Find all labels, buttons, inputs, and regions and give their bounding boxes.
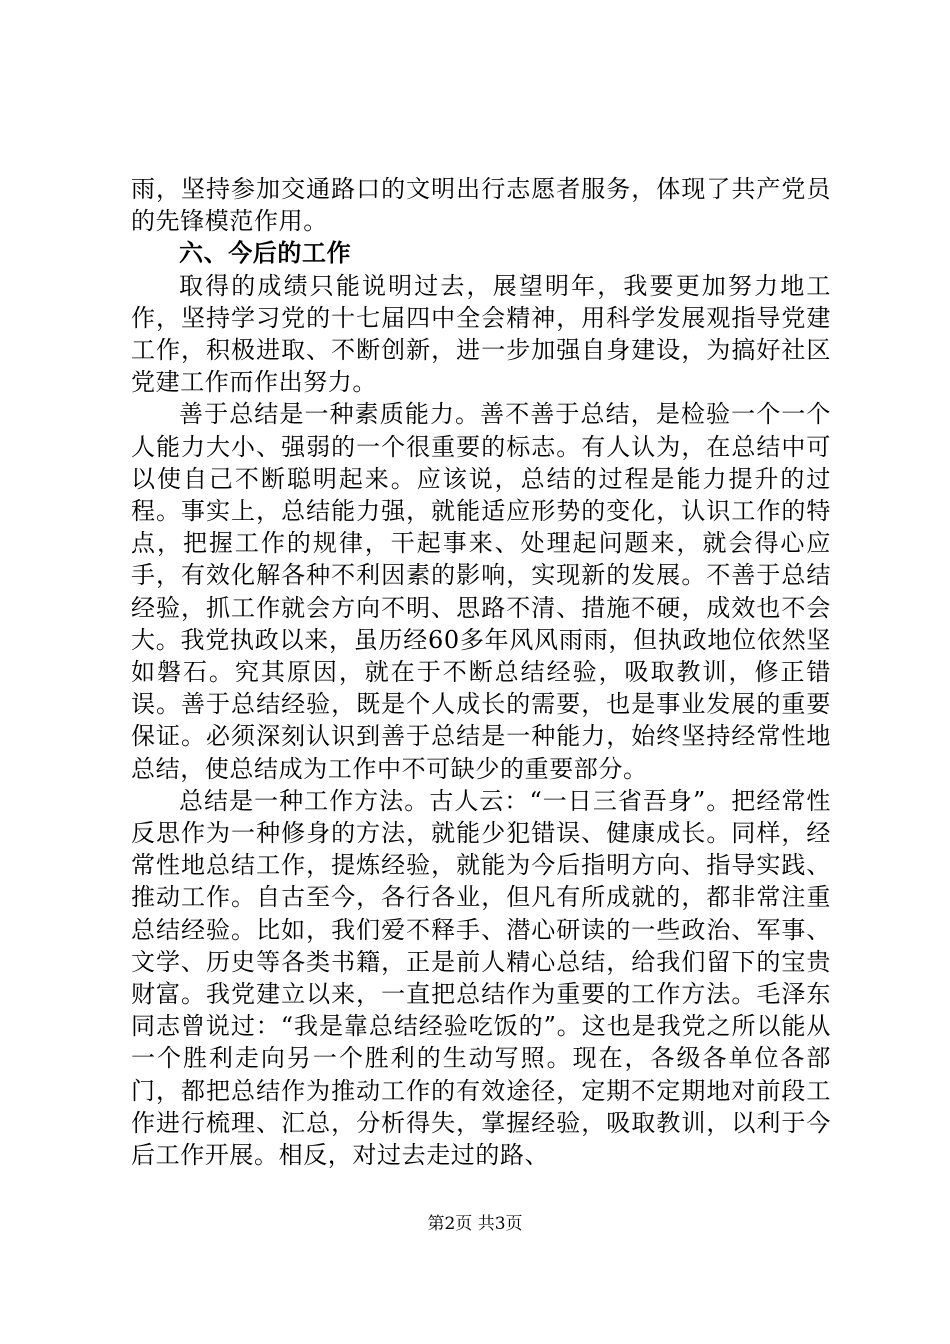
paragraph-continuation: 雨，坚持参加交通路口的文明出行志愿者服务，体现了共产党员的先锋模范作用。 bbox=[131, 175, 831, 236]
paragraph-summary-ability: 善于总结是一种素质能力。善不善于总结，是检验一个一个人能力大小、强弱的一个很重要的标志。有人认为，在总结中可以使自己不断聪明起来。应该说，总结的过程是能力提升的过程。事实上，总结能力强，就能适应形势的变化，认识工作的特点，把握工作的规律，干起事来、处理起问题来，就会得心应手，有效化解各种不利因素的影响，实现新的发展。不善于总结经验，抓工作就会方向不明、思路不清、措施不硬，成效也不会大。我党执政以来，虽历经60多年风风雨雨，但执政地位依然坚如磐石。究其原因，就在于不断总结经验，吸取教训，修正错误。善于总结经验，既是个人成长的需要，也是事业发展的重要保证。必须深刻认识到善于总结是一种能力，始终坚持经常性地总结，使总结成为工作中不可缺少的重要部分。 bbox=[131, 400, 831, 783]
page-footer: 第2页 共3页 bbox=[427, 1214, 523, 1234]
section-heading: 六、今后的工作 bbox=[179, 239, 352, 268]
paragraph-summary-method: 总结是一种工作方法。古人云：“一日三省吾身”。把经常性反思作为一种修身的方法，就能少犯错误、健康成长。同样，经常性地总结工作，提炼经验，就能为今后指明方向、指导实践、推动工作。自古至今，各行各业，但凡有所成就的，都非常注重总结经验。比如，我们爱不释手、潜心研读的一些政治、军事、文学、历史等各类书籍，正是前人精心总结，给我们留下的宝贵财富。我党建立以来，一直把总结作为重要的工作方法。毛泽东同志曾说过：“我是靠总结经验吃饭的”。这也是我党之所以能从一个胜利走向另一个胜利的生动写照。现在，各级各单位各部门，都把总结作为推动工作的有效途径，定期不定期地对前段工作进行梳理、汇总，分析得失，掌握经验，吸取教训，以利于今后工作开展。相反，对过去走过的路、 bbox=[131, 786, 831, 1170]
paragraph-future-work: 取得的成绩只能说明过去，展望明年，我要更加努力地工作，坚持学习党的十七届四中全会精神，用科学发展观指导党建工作，积极进取、不断创新，进一步加强自身建设，为搞好社区党建工作而作出努力。 bbox=[131, 271, 831, 397]
document-body bbox=[131, 173, 831, 1171]
